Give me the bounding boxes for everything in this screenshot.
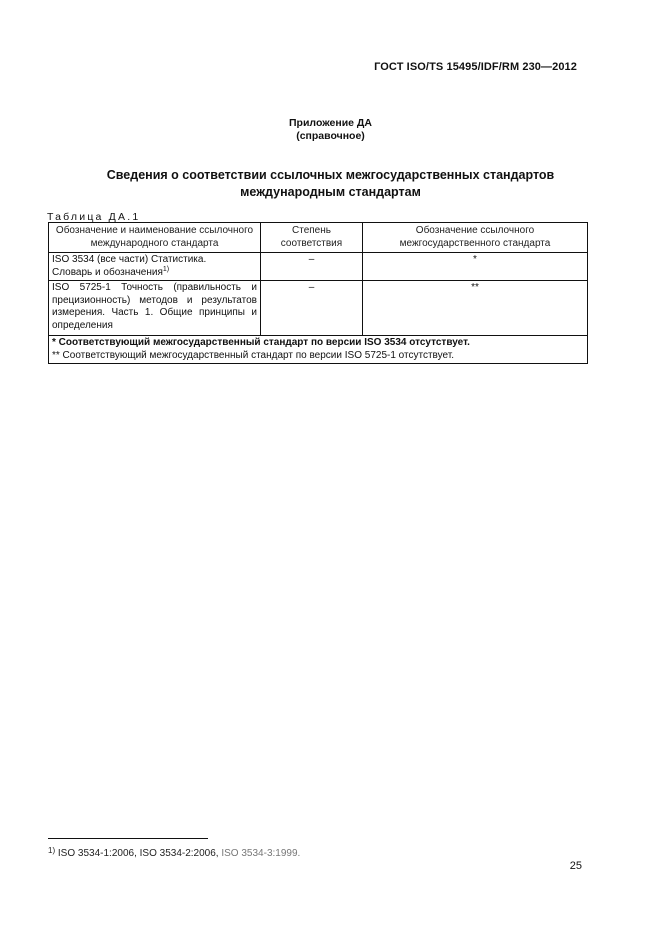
table-notes-row <box>49 336 588 364</box>
header-degree: Степень соответствия <box>261 223 363 253</box>
footnote-reference: 1) <box>162 265 170 273</box>
annex-title-block <box>0 117 661 143</box>
table-row <box>49 253 588 281</box>
table-note: ** Соответствующий межгосударственный стандарт по версии ISO 5725-1 отсутствует. <box>52 349 454 361</box>
annex-title: Приложение ДА <box>289 117 372 129</box>
table-note: * Соответствующий межгосударственный стандарт по версии ISO 3534 отсутствует. <box>52 337 470 348</box>
cell-standard <box>49 253 261 281</box>
footnote <box>48 848 300 859</box>
header-international-standard: Обозначение и наименование ссылочного международного стандарта <box>49 223 261 253</box>
page-number: 25 <box>569 860 582 872</box>
cell-standard-line1: ISO 3534 (все части) Статистика. <box>52 254 207 265</box>
main-title-line2: международным стандартам <box>240 185 421 199</box>
correspondence-table <box>48 222 588 364</box>
main-title <box>0 167 661 201</box>
cell-standard-line2 <box>52 267 257 280</box>
document-header-code: ГОСТ ISO/TS 15495/IDF/RM 230—2012 <box>374 61 577 73</box>
footnote-text: ISO 3534-1:2006, ISO 3534-2:2006, <box>55 848 222 859</box>
cell-standard-line2-text: Словарь и обозначения <box>52 266 163 278</box>
table-notes <box>49 336 588 364</box>
footnote-marker: 1) <box>48 846 56 855</box>
annex-subtitle: (справочное) <box>296 130 365 142</box>
cell-interstate: * <box>363 253 588 281</box>
main-title-line1: Сведения о соответствии ссылочных межгосударственных стандартов <box>106 168 555 182</box>
table-label: Таблица ДА.1 <box>47 211 141 223</box>
header-interstate-standard: Обозначение ссылочного межгосударственного стандарта <box>363 223 588 253</box>
cell-interstate: ** <box>363 281 588 336</box>
cell-standard: ISO 5725-1 Точность (правильность и прецизионность) методов и результатов измерения. Часть 1. Общие принципы и определения <box>49 281 261 336</box>
table-header-row <box>49 223 588 253</box>
footnote-text-faded: ISO 3534-3:1999. <box>221 848 301 859</box>
table-row <box>49 281 588 336</box>
footnote-separator <box>48 838 208 839</box>
cell-degree: – <box>261 281 363 336</box>
cell-degree: – <box>261 253 363 281</box>
